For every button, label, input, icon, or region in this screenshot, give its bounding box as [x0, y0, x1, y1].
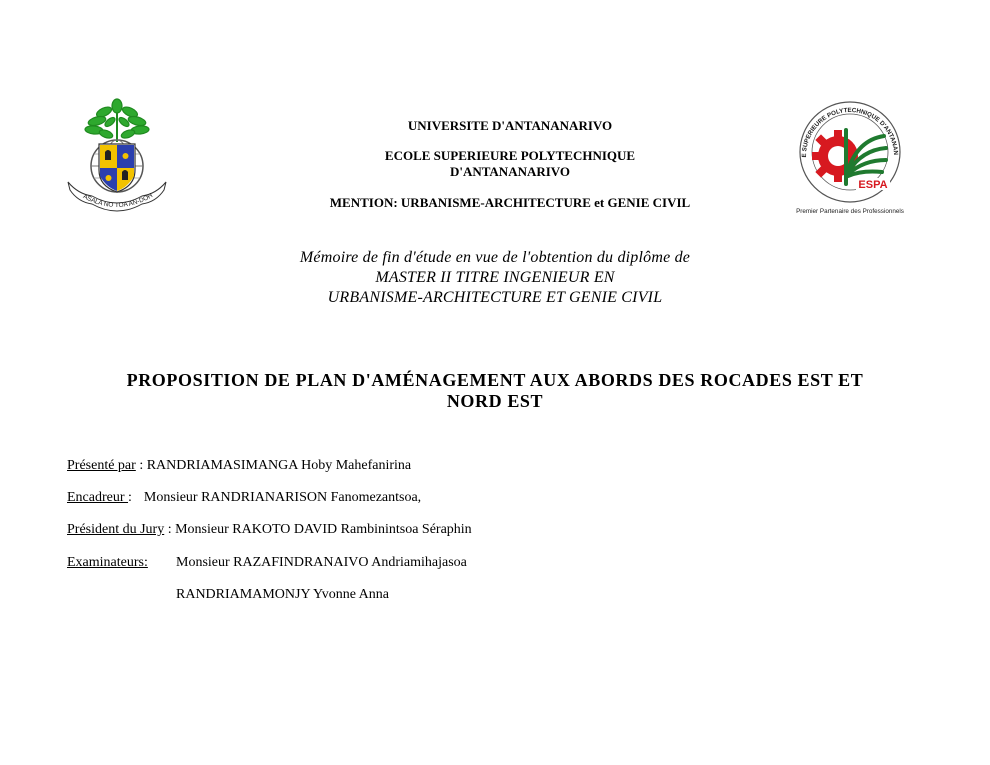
subtitle-line-2: MASTER II TITRE INGENIEUR EN	[375, 269, 615, 286]
espa-tagline: Premier Partenaire des Professionnels	[796, 208, 904, 215]
crest-motto: ASALA NO TOA AN-DOH	[81, 192, 154, 210]
jury-president-separator: :	[164, 522, 176, 537]
examiner-1: Monsieur RAZAFINDRANAIVO Andriamihajasoa	[176, 555, 467, 570]
presented-by-label: Présenté par	[67, 458, 136, 473]
subtitle-line-1: Mémoire de fin d'étude en vue de l'obtention du diplôme de	[299, 249, 691, 266]
document-title	[40, 370, 950, 412]
presented-by-name: RANDRIAMASIMANGA Hoby Mahefanirina	[146, 458, 412, 473]
memoire-subtitle	[195, 248, 795, 308]
university-crest-icon	[64, 96, 170, 220]
espa-logo	[796, 100, 904, 220]
jury-president-label: Président du Jury	[67, 522, 165, 537]
jury-president-row	[67, 521, 472, 539]
title-line-1: PROPOSITION DE PLAN D'AMÉNAGEMENT AUX ABORDS DES ROCADES EST ET	[126, 370, 864, 390]
university-name: UNIVERSITE D'ANTANANARIVO	[407, 118, 613, 133]
examiners-label	[67, 554, 148, 572]
supervisor-label: Encadreur	[67, 490, 129, 505]
school-name-line2: D'ANTANANARIVO	[449, 164, 571, 179]
school-name-line1: ECOLE SUPERIEURE POLYTECHNIQUE	[384, 148, 636, 163]
jury-president-name: Monsieur RAKOTO DAVID Rambinintsoa Séraphin	[175, 522, 472, 537]
supervisor-name: Monsieur RANDRIANARISON Fanomezantsoa,	[143, 490, 422, 505]
subtitle-line-3: URBANISME-ARCHITECTURE ET GENIE CIVIL	[327, 289, 663, 306]
espa-gear-emblem-icon	[796, 100, 904, 220]
espa-ring-text: E SUPERIEURE POLYTECHNIQUE D'ANTANAN	[800, 106, 900, 158]
mention-line: MENTION: URBANISME-ARCHITECTURE et GENIE CIVIL	[329, 195, 691, 210]
espa-badge: ESPA	[858, 179, 888, 191]
presented-by-row	[67, 457, 411, 475]
examiners-label-text: Examinateurs:	[67, 555, 148, 570]
presented-by-separator: :	[135, 458, 147, 473]
university-crest-logo	[64, 96, 170, 220]
examiner-2: RANDRIAMAMONJY Yvonne Anna	[176, 587, 390, 602]
supervisor-row	[67, 489, 421, 507]
supervisor-separator: :	[128, 490, 132, 505]
title-line-2: NORD EST	[446, 391, 544, 411]
